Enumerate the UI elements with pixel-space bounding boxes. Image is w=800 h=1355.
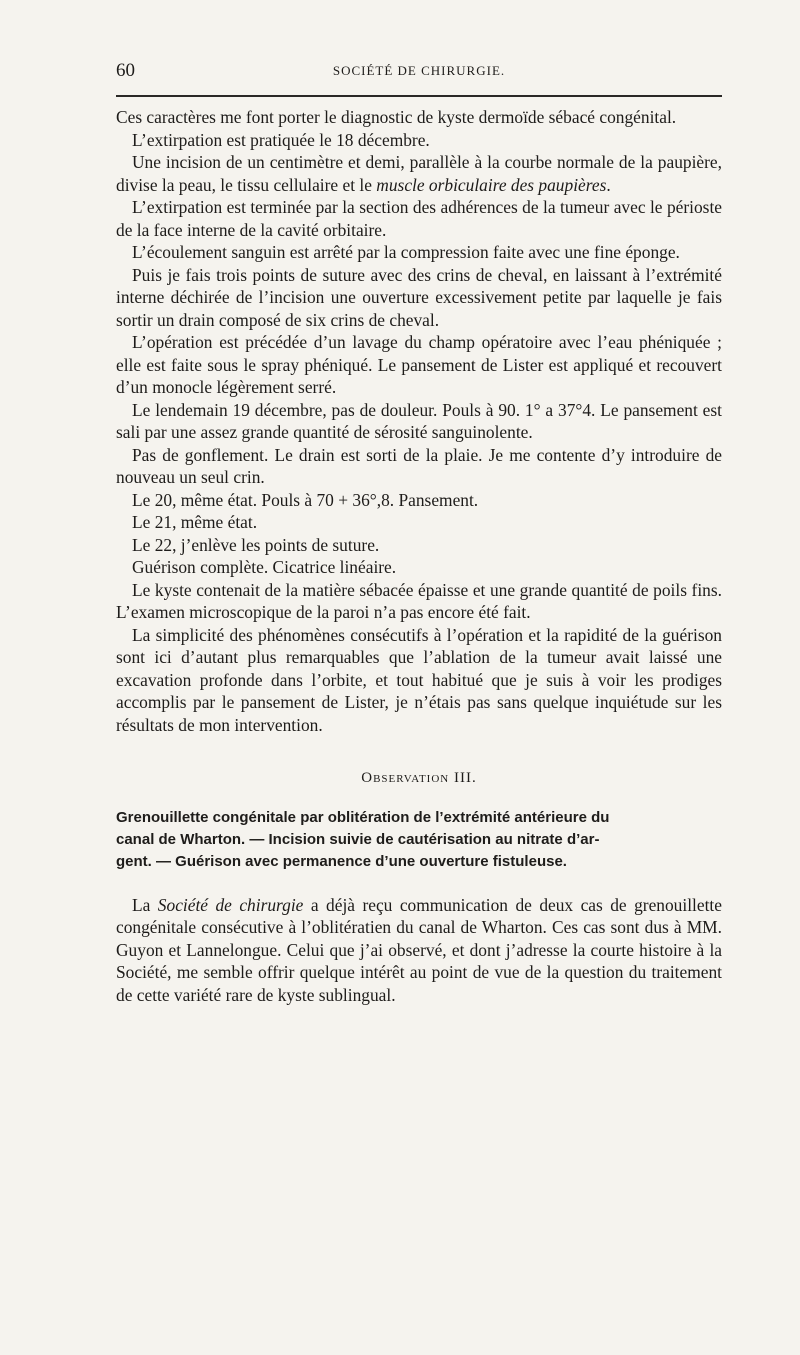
paragraph: L’opération est précédée d’un lavage du champ opératoire avec l’eau phéniquée ; elle est faite sous le spray phéniqué. Le pansement de Lister est appliqué et recouvert d’un monocle légèrement serré. (116, 332, 722, 397)
summary-line: gent. — Guérison avec permanence d’une ouverture fistuleuse. (116, 852, 567, 870)
text-body (116, 106, 722, 1006)
page-header (116, 60, 722, 86)
paragraph: Le kyste contenait de la matière sébacée épaisse et une grande quantité de poils fins. L’examen microscopique de la paroi n’a pas encore été fait. (116, 579, 722, 622)
paragraph: L’extirpation est terminée par la section des adhérences de la tumeur avec le périoste de la face interne de la cavité orbitaire. (116, 197, 722, 240)
paragraph: Puis je fais trois points de suture avec des crins de cheval, en laissant à l’extrémité interne déchirée de l’incision une ouverture excessivement petite par laquelle je fais sortir un drain composé de six crins de cheval. (116, 264, 722, 330)
summary-line: canal de Wharton. — Incision suivie de cautérisation au nitrate d’ar- (116, 830, 600, 848)
paragraph: La simplicité des phénomènes consécutifs à l’opération et la rapidité de la guérison sont ici d’autant plus remarquables que l’ablation de la tumeur avait laissé une excavation profonde dans l’orbite, et tout habitué que je suis à voir les prodiges accomplis par le pansement de Lister, je n’étais pas sans quelque inquiétude sur les résultats de mon intervention. (116, 624, 722, 735)
header-rule (116, 95, 722, 97)
paragraph: Le 22, j’enlève les points de suture. (132, 534, 380, 555)
paragraph: La Société de chirurgie a déjà reçu communication de deux cas de grenouillette congénitale consécutive à l’oblitératien du canal de Wharton. Ces cas sont dus à MM. Guyon et Lannelongue. Celui que j’ai observé, et dont j’adresse la courte histoire à la Société, me semble offrir quelque intérêt au point de vue de la question du traitement de cette variété rare de kyste sublingual. (116, 894, 722, 1005)
paragraph: Pas de gonflement. Le drain est sorti de la plaie. Je me contente d’y introduire de nouveau un seul crin. (116, 444, 722, 487)
paragraph: Guérison complète. Cicatrice linéaire. (132, 557, 397, 577)
paragraph: Une incision de un centimètre et demi, parallèle à la courbe normale de la paupière, divise la peau, le tissu cellulaire et le muscle orbiculaire des paupières. (116, 152, 722, 195)
summary-line: Grenouillette congénitale par oblitération de l’extrémité antérieure du (116, 808, 610, 826)
paragraph: Le 21, même état. (132, 512, 258, 532)
paragraph: Ces caractères me font porter le diagnostic de kyste dermoïde sébacé congénital. (116, 107, 677, 127)
paragraph: Le lendemain 19 décembre, pas de douleur. Pouls à 90. 1° a 37°4. Le pansement est sali par une assez grande quantité de sérosité sanguinolente. (116, 399, 722, 442)
italic-phrase: Société de chirurgie (157, 894, 304, 915)
paragraph: L’écoulement sanguin est arrêté par la compression faite avec une fine éponge. (132, 242, 680, 262)
observation-heading: Observation III. (361, 770, 477, 786)
observation-summary (116, 807, 722, 873)
italic-phrase: muscle orbiculaire des paupières (376, 174, 607, 195)
paragraph: Le 20, même état. Pouls à 70 + 36°,8. Pansement. (132, 489, 479, 510)
running-head: SOCIÉTÉ DE CHIRURGIE. (332, 63, 506, 78)
page-number: 60 (116, 60, 135, 81)
paragraph: L’extirpation est pratiquée le 18 décembre. (132, 129, 430, 150)
